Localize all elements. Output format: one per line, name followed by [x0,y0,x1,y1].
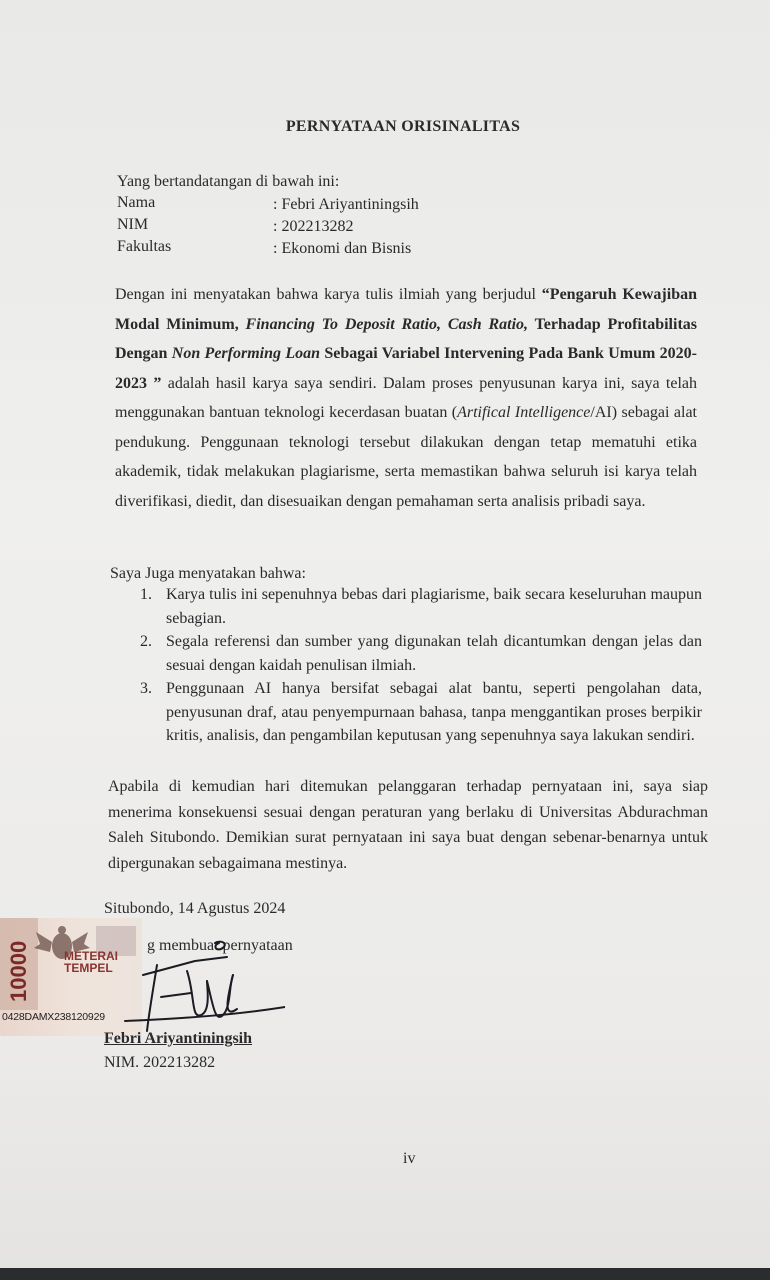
closing-paragraph: Apabila di kemudian hari ditemukan pelanggaran terhadap pernyataan ini, saya siap menerima konsekuensi sesuai dengan peraturan yang berlaku di Universitas Abdurachman Saleh Situbondo. Demikian surat pernyataan ini saya buat dengan sebenar-benarnya untuk dipergunakan sebagaimana mestinya. [108,778,708,872]
list-item-number: 3. [140,680,152,697]
page-number: iv [403,1150,416,1167]
declaration-list-3 [140,677,702,748]
list-item-text: Segala referensi dan sumber yang digunakan telah dicantumkan dengan jelas dan sesuai dengan kaidah penulisan ilmiah. [166,633,702,674]
declaration-list-2 [140,630,702,677]
thesis-title-italic-1: Financing To Deposit Ratio, Cash Ratio, [245,315,529,333]
thesis-title-middle: Terhadap Profitabilitas Dengan [115,315,697,362]
thesis-title-start: “Pengaruh Kewajiban Modal Minimum, [115,286,697,333]
declaration-list [140,583,702,630]
signer-name: Febri Ariyantiningsih [104,1030,253,1047]
ai-term: Artifical Intelligence [457,404,591,421]
field-value-nama: : Febri Ariyantiningsih [273,196,419,213]
stamp-value: 10000 [6,940,31,1002]
statement-text: Dengan ini menyatakan bahwa karya tulis ilmiah yang berjudul [115,286,542,303]
intro-text: Yang bertandatangan di bawah ini: [117,173,340,190]
list-item-number: 2. [140,633,152,650]
field-label-nama: Nama [117,194,156,211]
thesis-title-end: Sebagai Variabel Intervening Pada Bank Umum 2020-2023 ” [115,345,698,392]
stamp-label-2: TEMPEL [64,961,113,975]
field-value-fakultas: : Ekonomi dan Bisnis [273,240,412,257]
statement-text-2: adalah hasil karya saya sendiri. Dalam proses penyusunan karya ini, saya telah menggunakan bantuan teknologi kecerdasan buatan ( [115,374,697,421]
signature-icon [95,935,285,1045]
statement-paragraph [115,280,697,516]
bottom-edge [0,1268,770,1280]
thesis-title-italic-2: Non Performing Loan [171,345,321,362]
stamp-label-1: METERAI [64,949,118,963]
list-intro: Saya Juga menyatakan bahwa: [110,565,306,582]
list-item-text: Penggunaan AI hanya bersifat sebagai alat bantu, seperti pengolahan data, penyusunan draf, atau penyempurnaan bahasa, tanpa menggantikan proses berpikir kritis, analisis, dan pengambilan keputusan yang sepenuhnya saya lakukan sendiri. [166,680,702,744]
page-title: PERNYATAAN ORISINALITAS [285,118,521,135]
statement-text-3: /AI) sebagai alat pendukung. Penggunaan teknologi tersebut dilakukan dengan tetap mematuhi etika akademik, tidak melakukan plagiarisme, serta memastikan bahwa seluruh isi karya telah diverifikasi, diedit, dan disesuaikan dengan pemahaman serta analisis pribadi saya. [115,404,698,510]
field-label-nim: NIM [117,216,149,233]
list-item [140,583,702,630]
list-item [140,677,702,748]
field-value-nim: : 202213282 [273,218,354,235]
list-item [140,630,702,677]
signer-nim: NIM. 202213282 [104,1054,216,1071]
place-date: Situbondo, 14 Agustus 2024 [104,900,286,917]
stamp-serial: 0428DAMX238120929 [2,1011,105,1023]
signer-label: g membuat pernyataan [147,937,293,954]
list-item-text: Karya tulis ini sepenuhnya bebas dari plagiarisme, baik secara keseluruhan maupun sebagian. [166,586,702,627]
field-label-fakultas: Fakultas [117,238,172,255]
list-item-number: 1. [140,586,152,603]
